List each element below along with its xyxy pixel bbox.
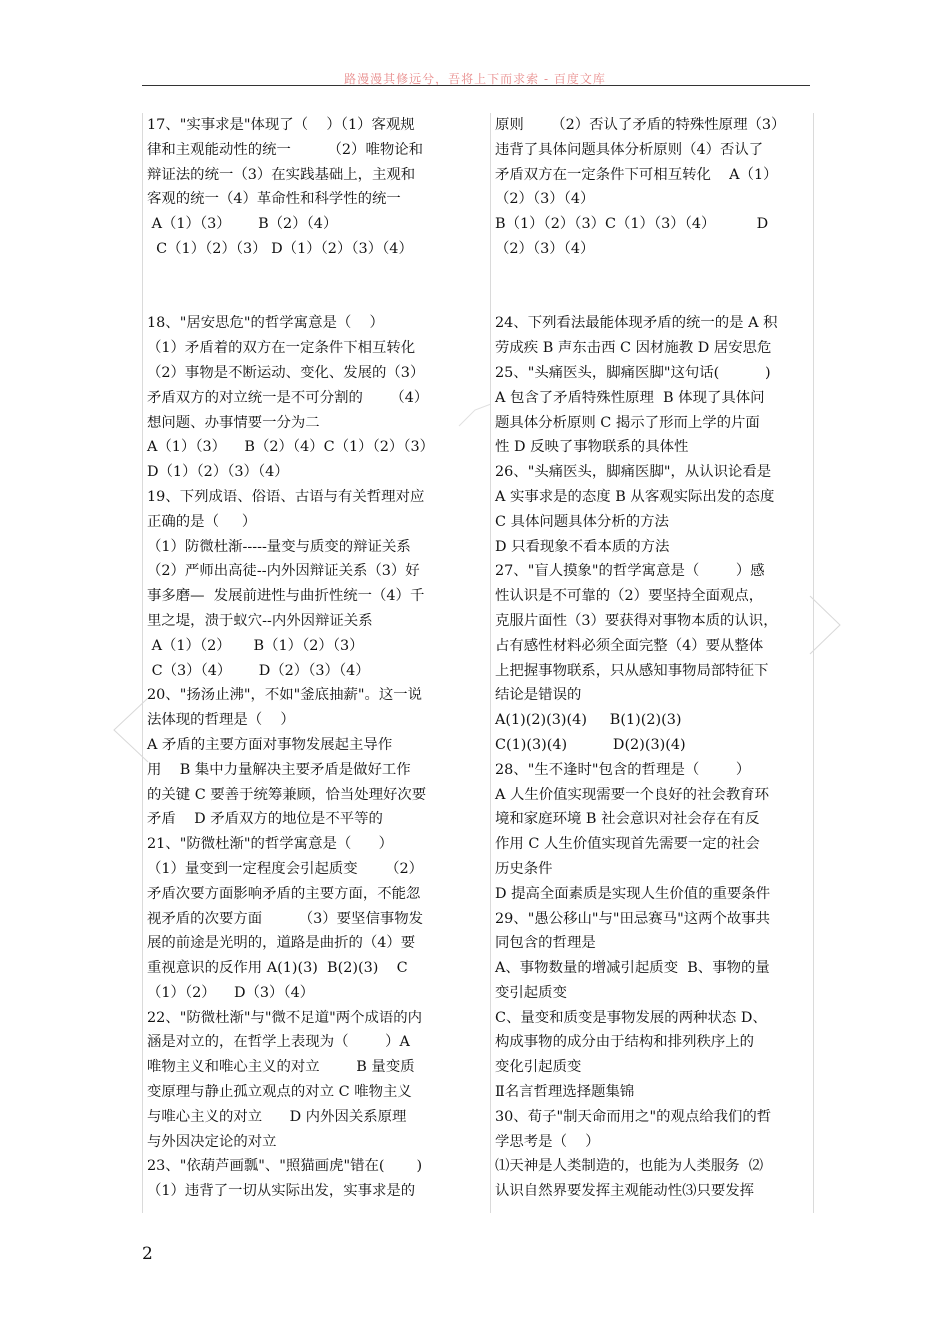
text-line: 24、下列看法最能体现矛盾的统一的是 A 积 [495, 315, 778, 332]
text-line [147, 262, 465, 287]
text-line: （2）严师出高徒--内外因辩证关系（3）好 [147, 563, 420, 580]
text-line [147, 287, 465, 312]
text-line: 上把握事物联系，只从感知事物局部特征下 [495, 662, 769, 679]
text-line: 克服片面性（3）要获得对事物本质的认识， [495, 612, 778, 629]
text-line: 劳成疾 B 声东击西 C 因材施教 D 居安思危 [495, 340, 772, 357]
text-line: 原则 （2）否认了矛盾的特殊性原理（3） [495, 117, 786, 133]
text-line: 的关键 C 要善于统筹兼顾，恰当处理好次要 [147, 786, 427, 803]
text-line: （2）事物是不断运动、变化、发展的（3） [147, 364, 425, 381]
text-line: （1）违背了一切从实际出发，实事求是的 [147, 1183, 416, 1200]
text-line: 矛盾双方在一定条件下可相互转化 A（1） [495, 166, 778, 183]
text-line: C（3）（4） D（2）（3）（4） [147, 662, 370, 679]
text-line: A、事物数量的增减引起质变 B、事物的量 [495, 960, 770, 977]
text-line: 29、"愚公移山"与"田忌赛马"这两个故事共 [495, 910, 771, 927]
text-line [495, 262, 813, 287]
text-line: 事多磨— 发展前进性与曲折性统一（4）千 [147, 588, 425, 605]
text-line: A 包含了矛盾特殊性原理 B 体现了具体问 [495, 389, 765, 406]
text-line: 性认识是不可靠的（2）要坚持全面观点， [495, 588, 764, 605]
text-line: 唯物主义和唯心主义的对立 B 量变质 [147, 1059, 415, 1076]
text-line: 矛盾次要方面影响矛盾的主要方面，不能忽 [147, 885, 421, 902]
text-line: （2）（3）（4） [495, 240, 595, 257]
text-line: A 矛盾的主要方面对事物发展起主导作 [147, 736, 393, 753]
text-line: 27、"盲人摸象"的哲学寓意是（ ）感 [495, 563, 765, 580]
text-line: 辩证法的统一（3）在实践基础上，主观和 [147, 166, 416, 183]
text-line: 重视意识的反作用 A(1)(3) B(2)(3) C [147, 960, 408, 977]
text-line: 律和主观能动性的统一 （2）唯物论和 [147, 141, 424, 158]
text-line: 题具体分析原则 C 揭示了形而上学的片面 [495, 414, 760, 431]
text-line: 22、"防微杜渐"与"微不足道"两个成语的内 [147, 1009, 423, 1026]
text-line: Ⅱ名言哲理选择题集锦 [495, 1084, 635, 1101]
text-line: D 只看现象不看本质的方法 [495, 538, 670, 555]
text-line: 学思考是（ ） [495, 1133, 600, 1150]
text-line: ⑴天神是人类制造的，也能为人类服务 ⑵ [495, 1158, 764, 1175]
text-line: 23、"依葫芦画瓢"、"照猫画虎"错在( ) [147, 1158, 423, 1175]
text-line: 里之堤，溃于蚁穴--内外因辩证关系 [147, 612, 373, 629]
text-line: A 实事求是的态度 B 从客观实际出发的态度 [495, 488, 775, 505]
text-line: C、量变和质变是事物发展的两种状态 D、 [495, 1009, 767, 1026]
text-line: 法体现的哲理是（ ） [147, 712, 295, 729]
header-watermark: 路漫漫其修远兮，吾将上下而求索 - 百度文库 [344, 72, 606, 86]
text-line: 想问题、办事情要一分为二 [147, 414, 320, 431]
text-line: A（1）（3） B（2）（4）C（1）（2）（3） [147, 439, 435, 456]
text-line: （2）（3）（4） [495, 191, 595, 208]
text-line: 境和家庭环境 B 社会意识对社会存在有反 [495, 811, 760, 828]
text-line: （1）（2） D（3）（4） [147, 984, 315, 1001]
text-line: 变化引起质变 [495, 1059, 582, 1076]
text-line: 展的前途是光明的，道路是曲折的（4）要 [147, 935, 416, 952]
text-line [495, 287, 813, 312]
text-line: 19、下列成语、俗语、古语与有关哲理对应 [147, 488, 425, 505]
text-line: 性 D 反映了事物联系的具体性 [495, 439, 689, 456]
text-line: C（1）（2）（3） D（1）（2）（3）（4） [147, 240, 413, 257]
text-line: 21、"防微杜渐"的哲学寓意是（ ） [147, 836, 394, 853]
text-line: 视矛盾的次要方面 （3）要坚信事物发 [147, 910, 424, 927]
text-line: 历史条件 [495, 860, 553, 877]
text-line: C(1)(3)(4) D(2)(3)(4) [495, 736, 686, 753]
text-line: 与外因决定论的对立 [147, 1133, 277, 1150]
text-line: 矛盾 D 矛盾双方的地位是不平等的 [147, 811, 383, 828]
text-line: 变原理与静止孤立观点的对立 C 唯物主义 [147, 1084, 412, 1101]
text-line: 客观的统一（4）革命性和科学性的统一 [147, 191, 401, 208]
text-line: B（1）（2）（3）C（1）（3）（4） D [495, 216, 769, 233]
text-line: 正确的是（ ） [147, 513, 257, 530]
text-line: 违背了具体问题具体分析原则（4）否认了 [495, 141, 764, 158]
text-line: 18、"居安思危"的哲学寓意是（ ） [147, 315, 384, 332]
text-line: 占有感性材料必须全面完整（4）要从整体 [495, 637, 764, 654]
text-line: 作用 C 人生价值实现首先需要一定的社会 [495, 836, 760, 853]
text-line: 认识自然界要发挥主观能动性⑶只要发挥 [495, 1183, 755, 1200]
text-line: A（1）（2） B（1）（2）（3） [147, 637, 364, 654]
text-line: 26、"头痛医头，脚痛医脚"，从认识论看是 [495, 464, 772, 481]
header-rule [142, 85, 810, 86]
text-line: 涵是对立的，在哲学上表现为（ ）A [147, 1034, 410, 1051]
text-line: （1）量变到一定程度会引起质变 （2） [147, 860, 424, 877]
text-line: 20、"扬汤止沸"，不如"釜底抽薪"。这一说 [147, 687, 423, 704]
text-line: 同包含的哲理是 [495, 935, 596, 952]
text-line: 25、"头痛医头，脚痛医脚"这句话( ) [495, 364, 771, 381]
text-line: （1）矛盾着的双方在一定条件下相互转化 [147, 340, 416, 357]
text-line: A（1）（3） B（2）（4） [147, 216, 338, 233]
text-line: D 提高全面素质是实现人生价值的重要条件 [495, 885, 771, 902]
left-question-column [142, 113, 465, 1213]
page-number: 2 [142, 1244, 153, 1264]
text-line: 矛盾双方的对立统一是不可分割的 （4） [147, 389, 429, 406]
text-line: A(1)(2)(3)(4) B(1)(2)(3) [495, 712, 682, 729]
text-line: 用 B 集中力量解决主要矛盾是做好工作 [147, 761, 411, 778]
text-line: C 具体问题具体分析的方法 [495, 513, 669, 530]
text-line: A 人生价值实现需要一个良好的社会教育环 [495, 786, 769, 803]
text-line: D（1）（2）（3）（4） [147, 464, 289, 481]
text-line: 28、"生不逢时"包含的哲理是（ ） [495, 761, 751, 778]
text-line: 与唯心主义的对立 D 内外因关系原理 [147, 1108, 407, 1125]
right-question-column [490, 113, 814, 1213]
text-line: （1）防微杜渐-----量变与质变的辩证关系 [147, 538, 411, 555]
text-line: 17、"实事求是"体现了（ ）（1）客观规 [147, 117, 415, 133]
text-line: 结论是错误的 [495, 687, 582, 704]
text-line: 变引起质变 [495, 984, 567, 1001]
text-line: 30、荀子"制天命而用之"的观点给我们的哲 [495, 1108, 772, 1125]
text-line: 构成事物的成分由于结构和排列秩序上的 [495, 1034, 755, 1051]
